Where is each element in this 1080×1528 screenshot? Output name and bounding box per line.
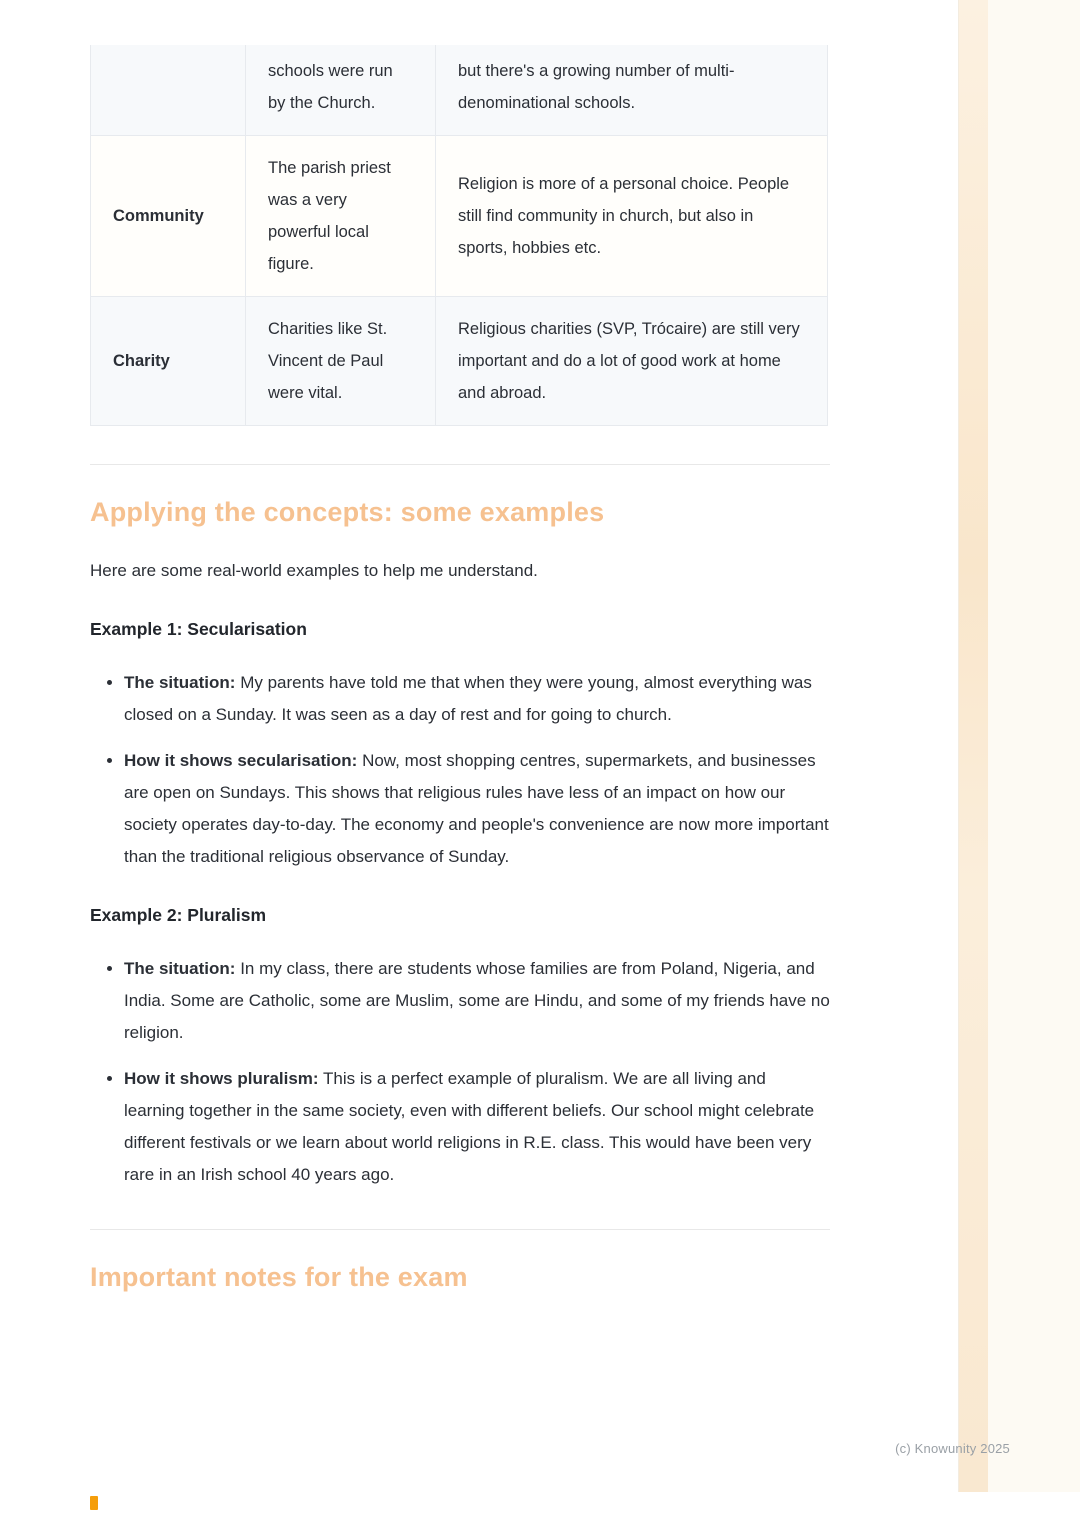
bullet-label: The situation: [124,673,236,692]
example2-list [90,953,830,1191]
list-item [124,1063,830,1191]
now-cell: Religion is more of a personal choice. People still find community in church, but also in sports, hobbies etc. [436,136,828,297]
document-content [90,0,830,1294]
comparison-table [90,45,828,426]
list-item [124,953,830,1049]
bullet-text: In my class, there are students whose families are from Poland, Nigeria, and India. Some are Catholic, some are Muslim, some are Hindu, and some of my friends have no religion. [124,959,830,1042]
example2-title: Example 2: Pluralism [90,905,267,925]
table-row [91,136,828,297]
now-cell: Religious charities (SVP, Trócaire) are still very important and do a lot of good work at home and abroad. [436,297,828,426]
now-cell: but there's a growing number of multi-denominational schools. [436,45,828,136]
section-divider [90,1229,830,1230]
list-item [124,667,830,731]
then-cell: Charities like St. Vincent de Paul were vital. [246,297,436,426]
watermark: (c) Knowunity 2025 [895,1441,1010,1456]
example1-title: Example 1: Secularisation [90,619,307,639]
section-divider [90,464,830,465]
section-heading-exam: Important notes for the exam [90,1262,468,1292]
then-cell: schools were run by the Church. [246,45,436,136]
row-label-cell [91,45,246,136]
example1-list [90,667,830,873]
table-row [91,297,828,426]
bullet-text: This is a perfect example of pluralism. We are all living and learning together in the same society, even with different beliefs. Our school might celebrate different festivals or we learn about world religions in R.E. class. This would have been very rare in an Irish school 40 years ago. [124,1069,815,1184]
page-edge-decoration [958,0,988,1492]
bullet-label: How it shows secularisation: [124,751,358,770]
row-label-cell: Community [91,136,246,297]
bullet-label: The situation: [124,959,236,978]
section-heading-applying: Applying the concepts: some examples [90,497,605,527]
callout-accent-mark [90,1496,98,1510]
row-label-cell: Charity [91,297,246,426]
then-cell: The parish priest was a very powerful local figure. [246,136,436,297]
bullet-text: Now, most shopping centres, supermarkets, and businesses are open on Sundays. This shows that religious rules have less of an impact on how our society operates day-to-day. The economy and people's convenience are now more important than the traditional religious observance of Sunday. [124,751,829,866]
bullet-text: My parents have told me that when they were young, almost everything was closed on a Sunday. It was seen as a day of rest and for going to church. [124,673,812,724]
bullet-label: How it shows pluralism: [124,1069,319,1088]
list-item [124,745,830,873]
table-row [91,45,828,136]
intro-text: Here are some real-world examples to help me understand. [90,561,538,580]
